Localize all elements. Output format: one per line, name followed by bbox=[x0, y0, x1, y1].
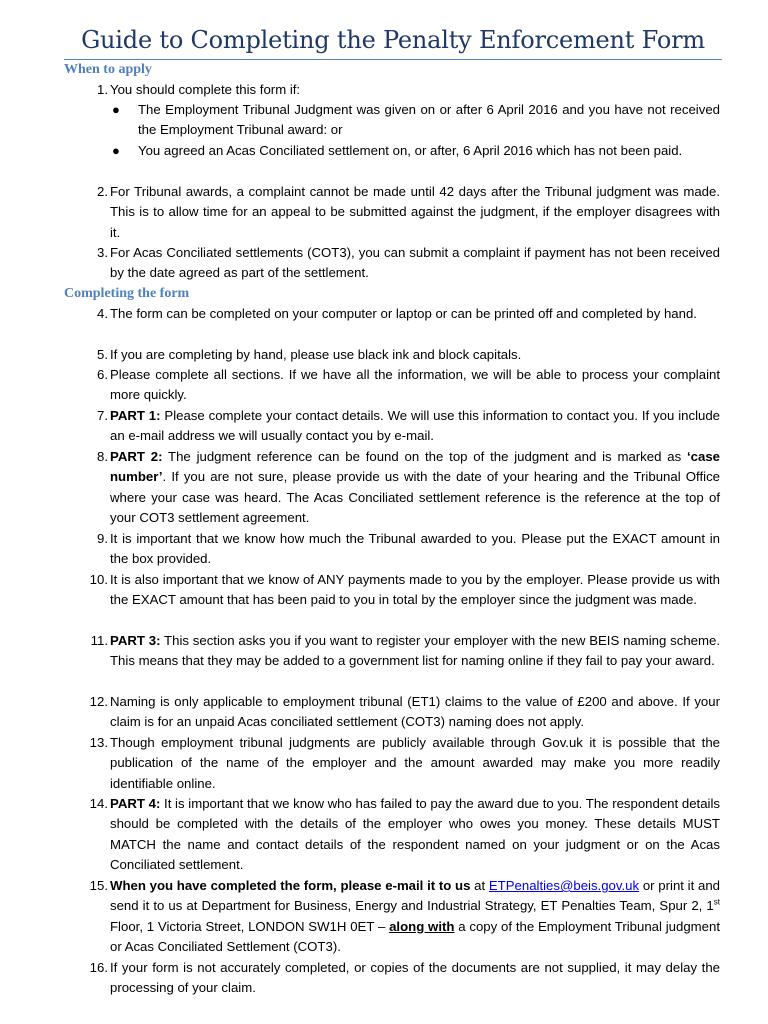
list-item-13: 13. Though employment tribunal judgments are publicly available through Gov.uk it is possible that the publication of the name of the employer and the amount awarded may make you more readily identifiable online. bbox=[89, 735, 720, 791]
bullet-item-1: ● The Employment Tribunal Judgment was given on or after 6 April 2016 and you have not received the Employment Tribunal award: or bbox=[112, 102, 720, 138]
list-item-5: 5. If you are completing by hand, please use black ink and block capitals. bbox=[97, 347, 522, 362]
section-heading-when-to-apply: When to apply bbox=[64, 62, 152, 77]
list-item-16: 16. If your form is not accurately completed, or copies of the documents are not supplied, it may delay the processing of your claim. bbox=[89, 960, 720, 996]
list-item-8: 8. PART 2: The judgment reference can be found on the top of the judgment and is marked as ‘case number’. If you are not sure, please provide us with the date of your hearing and the Tribunal Office where your case was heard. The Acas Conciliated settlement reference is the reference at the top of your COT3 settlement agreement. bbox=[97, 449, 721, 526]
list-item-9: 9. It is important that we know how much the Tribunal awarded to you. Please put the EXACT amount in the box provided. bbox=[97, 531, 720, 567]
list-item-7: 7. PART 1: Please complete your contact details. We will use this information to contact you. If you include an e-mail address we will usually contact you by e-mail. bbox=[97, 408, 721, 444]
section-heading-completing-the-form: Completing the form bbox=[64, 286, 190, 301]
bullet-icon: ● bbox=[112, 102, 120, 117]
list-item-3: 3. For Acas Conciliated settlements (COT3), you can submit a complaint if payment has not been received by the date agreed as part of the settlement. bbox=[97, 245, 720, 281]
bullet-item-2: ● You agreed an Acas Conciliated settlement on, or after, 6 April 2016 which has not been paid. bbox=[138, 141, 720, 161]
list-item-11: 11. PART 3: This section asks you if you want to register your employer with the new BEIS naming scheme. This means that they may be added to a government list for naming online if they fail to pay your award. bbox=[90, 633, 720, 669]
list-item-6: 6. Please complete all sections. If we have all the information, we will be able to process your complaint more quickly. bbox=[97, 367, 720, 403]
page-title: Guide to Completing the Penalty Enforcement Form bbox=[81, 26, 705, 54]
list-item-1: 1. You should complete this form if: bbox=[97, 82, 301, 97]
email-link[interactable]: ETPenalties@beis.gov.uk bbox=[488, 878, 640, 893]
list-item-4: 4. The form can be completed on your computer or laptop or can be printed off and completed by hand. bbox=[97, 306, 697, 321]
bullet-icon: ● bbox=[112, 143, 120, 158]
list-item-2: 2. For Tribunal awards, a complaint cannot be made until 42 days after the Tribunal judgment was made. This is to allow time for an appeal to be submitted against the judgment, if the employer disagrees with it. bbox=[97, 184, 720, 240]
title-underline bbox=[64, 59, 722, 60]
list-item-14: 14. PART 4: It is important that we know who has failed to pay the award due to you. The respondent details should be completed with the details of the employer who owes you money. These details MUST MATCH the name and contact details of the respondent named on your judgment or on the Acas Conciliated settlement. bbox=[89, 796, 720, 873]
list-item-12: 12. Naming is only applicable to employment tribunal (ET1) claims to the value of £200 and above. If your claim is for an unpaid Acas conciliated settlement (COT3) naming does not apply. bbox=[89, 694, 720, 730]
list-item-15: 15. When you have completed the form, please e-mail it to us at ETPenalties@beis.gov.uk or print it and send it to us at Department for Business, Energy and Industrial Strategy, ET Penalties Team, Spur 2, 1st Floor, 1 Victoria Street, LONDON SW1H 0ET – along with a copy of the Employment Tribunal judgment or Acas Conciliated Settlement (COT3). bbox=[89, 878, 720, 955]
list-item-10: 10. It is also important that we know of ANY payments made to you by the employer. Please provide us with the EXACT amount that has been paid to you in total by the employer since the judgment was made. bbox=[89, 572, 720, 608]
